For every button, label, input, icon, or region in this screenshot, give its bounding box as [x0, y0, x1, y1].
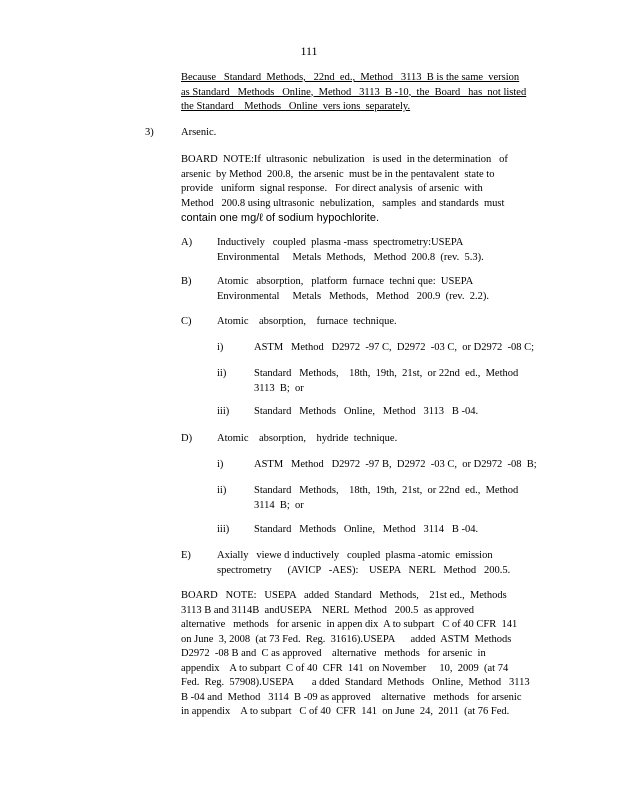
subitem-line: 3114 B; or — [254, 499, 304, 511]
item-label-a: A) — [181, 237, 193, 248]
amendment-note-line: as Standard Methods Online, Method 3113 B -10, the Board has not listed — [181, 86, 527, 98]
subitem-label: i) — [217, 342, 224, 353]
subitem-line: 3113 B; or — [254, 382, 304, 394]
subitem-label: ii) — [217, 368, 227, 379]
closing-note-line: appendix A to subpart C of 40 CFR 141 on November 10, 2009 (at 74 — [181, 662, 509, 674]
subitem-d-iii — [254, 523, 554, 538]
item-a — [217, 236, 547, 265]
item-line: spectrometry (AVICP -AES): USEPA NERL Method 200.5. — [217, 564, 511, 576]
subitem-c-ii — [254, 367, 554, 396]
item-d — [217, 432, 547, 447]
subitem-line: Standard Methods Online, Method 3113 B -04. — [254, 406, 479, 417]
item-e — [217, 549, 547, 578]
subitem-label: i) — [217, 459, 224, 470]
board-note — [181, 153, 541, 226]
closing-note-line: in appendix A to subpart C of 40 CFR 141 on June 24, 2011 (at 76 Fed. — [181, 706, 510, 717]
item-line: Axially viewe d inductively coupled plasma -atomic emission — [217, 550, 493, 561]
item-label-b: B) — [181, 276, 192, 287]
section-number: 3) — [145, 127, 154, 138]
item-label-d: D) — [181, 433, 193, 444]
board-note-line: BOARD NOTE:If ultrasonic nebulization is used in the determination of — [181, 154, 508, 165]
subitem-label: iii) — [217, 406, 230, 417]
item-line: Atomic absorption, furnace technique. — [217, 316, 397, 327]
amendment-note — [181, 71, 541, 115]
page-number: 111 — [300, 44, 318, 58]
board-note-line: arsenic by Method 200.8, the arsenic must be in the pentavalent state to — [181, 168, 495, 180]
subitem-c-iii — [254, 405, 554, 420]
item-label-c: C) — [181, 316, 192, 327]
closing-note-line: D2972 -08 B and C as approved alternative methods for arsenic in — [181, 648, 486, 659]
closing-note-line: Fed. Reg. 57908).USEPA a dded Standard Methods Online, Method 3113 — [181, 677, 530, 688]
subitem-d-ii — [254, 484, 554, 513]
subitem-line: ASTM Method D2972 -97 C, D2972 -03 C, or D2972 -08 C; — [254, 342, 534, 353]
subitem-line: Standard Methods Online, Method 3114 B -04. — [254, 524, 479, 535]
subitem-label: iii) — [217, 524, 230, 535]
closing-note-line: BOARD NOTE: USEPA added Standard Methods, 21st ed., Methods — [181, 590, 507, 601]
board-note-line: contain one mg/ℓ of sodium hypochlorite. — [181, 212, 379, 224]
item-b — [217, 275, 547, 304]
board-note-line: provide uniform signal response. For direct analysis of arsenic with — [181, 183, 483, 194]
amendment-note-line: Because Standard Methods, 22nd ed., Method 3113 B is the same version — [181, 72, 520, 83]
subitem-d-i — [254, 458, 554, 473]
amendment-note-line: the Standard Methods Online vers ions separately. — [181, 101, 411, 112]
item-label-e: E) — [181, 550, 191, 561]
subitem-label: ii) — [217, 485, 227, 496]
item-line: Environmental Metals Methods, Method 200.8 (rev. 5.3). — [217, 251, 484, 263]
closing-note-line: on June 3, 2008 (at 73 Fed. Reg. 31616).USEPA added ASTM Methods — [181, 633, 512, 645]
section-title: Arsenic. — [181, 127, 217, 138]
item-line: Atomic absorption, platform furnace techni que: USEPA — [217, 276, 474, 287]
item-line: Inductively coupled plasma -mass spectrometry:USEPA — [217, 237, 464, 248]
closing-note-line: B -04 and Method 3114 B -09 as approved alternative methods for arsenic — [181, 691, 522, 703]
board-note-line: Method 200.8 using ultrasonic nebulization, samples and standards must — [181, 197, 505, 209]
subitem-c-i — [254, 341, 554, 356]
subitem-line: Standard Methods, 18th, 19th, 21st, or 22nd ed., Method — [254, 485, 519, 496]
closing-note-line: alternative methods for arsenic in appen dix A to subpart C of 40 CFR 141 — [181, 619, 518, 630]
subitem-line: ASTM Method D2972 -97 B, D2972 -03 C, or D2972 -08 B; — [254, 459, 537, 470]
closing-note-line: 3113 B and 3114B andUSEPA NERL Method 200.5 as approved — [181, 604, 475, 616]
subitem-line: Standard Methods, 18th, 19th, 21st, or 22nd ed., Method — [254, 368, 519, 379]
item-c — [217, 315, 547, 330]
item-line: Atomic absorption, hydride technique. — [217, 433, 398, 444]
closing-board-note — [181, 589, 546, 720]
item-line: Environmental Metals Methods, Method 200.9 (rev. 2.2). — [217, 290, 489, 302]
